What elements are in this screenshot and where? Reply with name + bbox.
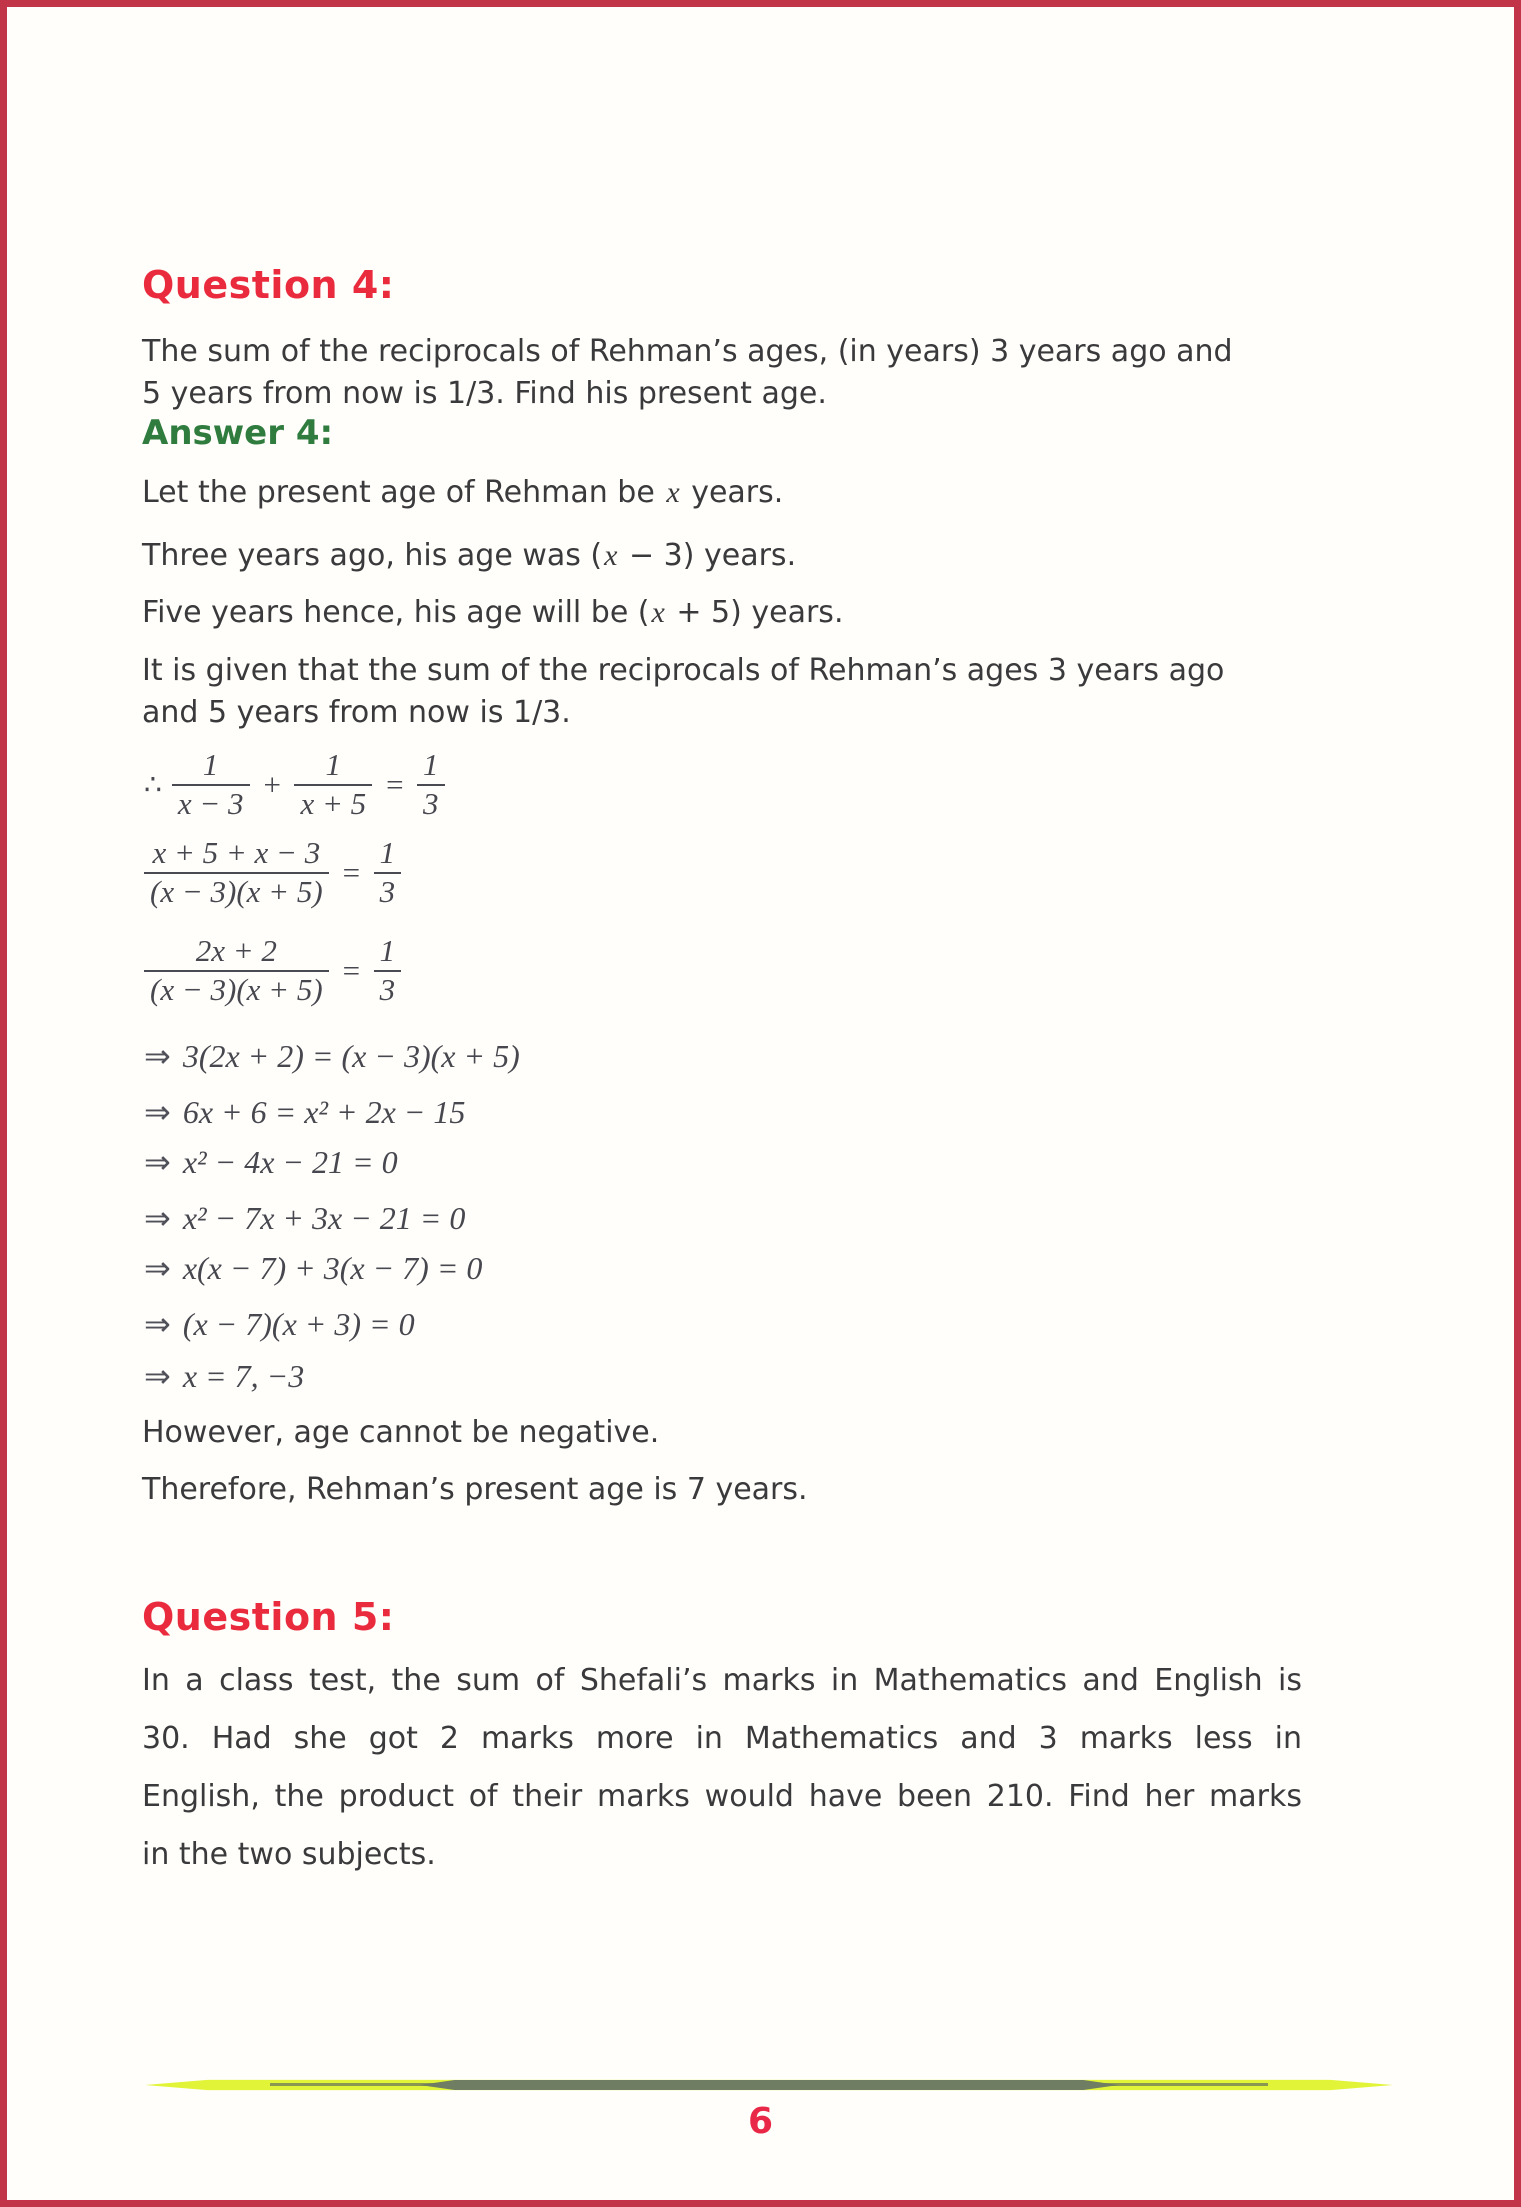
variable-x: x xyxy=(651,596,665,629)
solution-step xyxy=(144,1093,465,1131)
question-5-text-line-4: in the two subjects. xyxy=(142,1837,436,1872)
fraction-one-over-x-minus-3 xyxy=(172,747,250,822)
fraction-numerator: x + 5 + x − 3 xyxy=(152,835,321,870)
implies-arrow-icon: ⇒ xyxy=(144,1249,171,1287)
solution-note: However, age cannot be negative. xyxy=(142,1415,660,1450)
fraction-numerator: 1 xyxy=(325,747,342,782)
solution-step xyxy=(144,1199,465,1237)
page-number: 6 xyxy=(747,2101,774,2142)
solution-line-five-years-hence xyxy=(142,595,843,630)
solution-step xyxy=(144,1037,520,1075)
solution-given-line-1: It is given that the sum of the reciprocals of Rehman’s ages 3 years ago xyxy=(142,653,1225,688)
fraction-denominator: x + 5 xyxy=(294,784,372,823)
text-segment: Three years ago, his age was ( xyxy=(142,538,603,573)
therefore-symbol: ∴ xyxy=(144,768,162,802)
implies-arrow-icon: ⇒ xyxy=(144,1037,171,1075)
fraction-denominator: 3 xyxy=(374,872,402,911)
question-5-heading: Question 5: xyxy=(142,1595,395,1639)
equation-combined-numerator xyxy=(144,835,401,910)
solution-step xyxy=(144,1305,415,1343)
equals-operator: = xyxy=(340,854,362,890)
solution-conclusion: Therefore, Rehman’s present age is 7 years. xyxy=(142,1472,808,1507)
solution-line-three-years-ago xyxy=(142,538,796,573)
solution-step xyxy=(144,1249,482,1287)
plus-operator: + xyxy=(261,766,283,802)
implies-arrow-icon: ⇒ xyxy=(144,1357,171,1395)
fraction-denominator: x − 3 xyxy=(172,784,250,823)
variable-x: x xyxy=(666,476,680,509)
fraction-one-third xyxy=(374,933,402,1008)
text-segment: − 3) years. xyxy=(619,538,797,573)
fraction-numerator: 1 xyxy=(423,747,439,782)
text-segment: years. xyxy=(681,475,784,510)
answer-4-heading: Answer 4: xyxy=(142,413,334,453)
footer-divider-line xyxy=(145,2077,1393,2093)
equation-reciprocal-sum xyxy=(144,747,445,822)
fraction-denominator: (x − 3)(x + 5) xyxy=(144,872,329,911)
fraction-numerator: 1 xyxy=(379,933,396,968)
fraction-denominator: (x − 3)(x + 5) xyxy=(144,970,329,1009)
fraction-combined xyxy=(144,835,329,910)
equals-operator: = xyxy=(384,766,406,802)
solution-step xyxy=(144,1143,398,1181)
solution-line-present-age xyxy=(142,475,783,510)
question-4-text-line-1: The sum of the reciprocals of Rehman’s ages, (in years) 3 years ago and xyxy=(142,334,1233,369)
step-expression: x² − 4x − 21 = 0 xyxy=(182,1144,398,1180)
fraction-one-third xyxy=(374,835,402,910)
fraction-2x-plus-2 xyxy=(144,933,329,1008)
text-segment: Five years hence, his age will be ( xyxy=(142,595,650,630)
divider-core xyxy=(420,2080,1119,2090)
equals-operator: = xyxy=(340,952,362,988)
question-5-text-line-2: 30. Had she got 2 marks more in Mathematics and 3 marks less in xyxy=(142,1721,1302,1756)
text-segment: + 5) years. xyxy=(666,595,844,630)
question-5-text-line-1: In a class test, the sum of Shefali’s marks in Mathematics and English is xyxy=(142,1663,1302,1698)
fraction-numerator: 2x + 2 xyxy=(195,933,277,968)
step-expression: x² − 7x + 3x − 21 = 0 xyxy=(182,1200,466,1236)
step-expression: x = 7, −3 xyxy=(182,1358,305,1394)
implies-arrow-icon: ⇒ xyxy=(144,1093,171,1131)
fraction-numerator: 1 xyxy=(379,835,396,870)
fraction-one-over-x-plus-5 xyxy=(294,747,372,822)
question-4-text-line-2: 5 years from now is 1/3. Find his present age. xyxy=(142,376,827,411)
implies-arrow-icon: ⇒ xyxy=(144,1199,171,1237)
fraction-one-third xyxy=(417,747,445,822)
implies-arrow-icon: ⇒ xyxy=(144,1143,171,1181)
fraction-denominator: 3 xyxy=(417,784,445,823)
question-4-heading: Question 4: xyxy=(142,263,395,307)
variable-x: x xyxy=(604,539,618,572)
step-expression: (x − 7)(x + 3) = 0 xyxy=(182,1306,415,1342)
step-expression: 6x + 6 = x² + 2x − 15 xyxy=(182,1094,466,1130)
question-5-text-line-3: English, the product of their marks would have been 210. Find her marks xyxy=(142,1779,1302,1814)
step-expression: 3(2x + 2) = (x − 3)(x + 5) xyxy=(182,1038,520,1074)
text-segment: Let the present age of Rehman be xyxy=(142,475,665,510)
solution-step xyxy=(144,1357,304,1395)
solution-given-line-2: and 5 years from now is 1/3. xyxy=(142,695,571,730)
equation-simplified-fraction xyxy=(144,933,401,1008)
implies-arrow-icon: ⇒ xyxy=(144,1305,171,1343)
step-expression: x(x − 7) + 3(x − 7) = 0 xyxy=(182,1250,483,1286)
fraction-numerator: 1 xyxy=(202,747,219,782)
fraction-denominator: 3 xyxy=(374,970,402,1009)
